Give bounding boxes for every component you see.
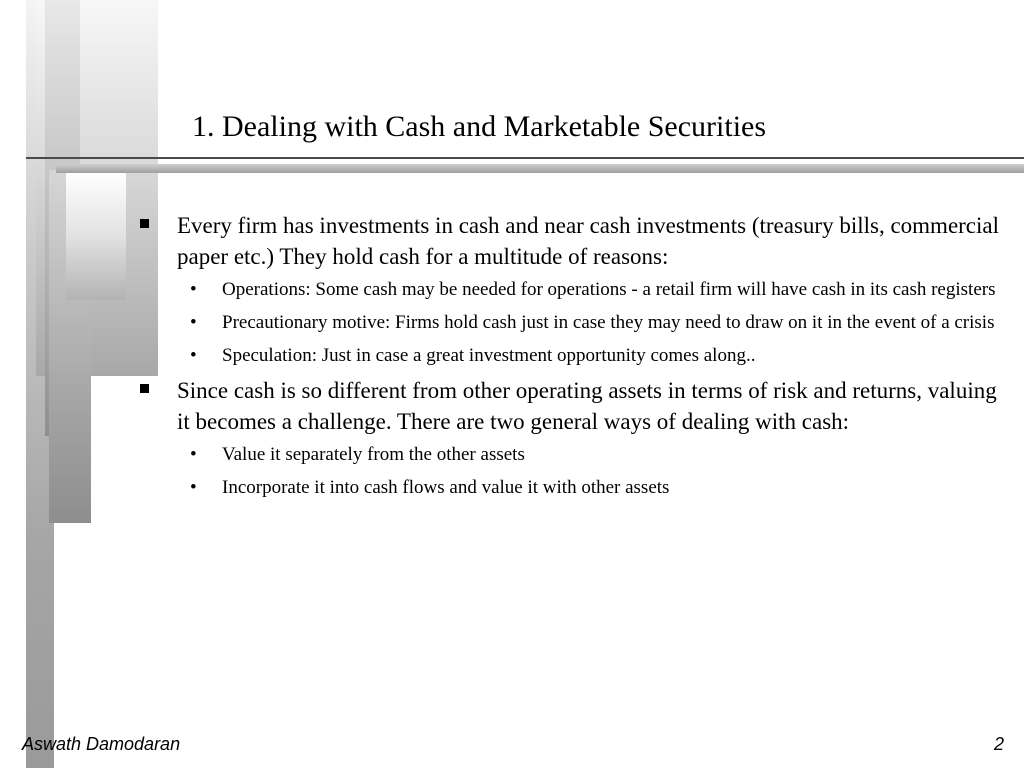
decorative-column xyxy=(66,172,126,300)
sub-bullet-text: Operations: Some cash may be needed for operations - a retail firm will have cash in its cash registers xyxy=(222,279,996,300)
sub-bullet-item xyxy=(140,309,1000,336)
sub-bullet-item xyxy=(140,474,1000,501)
slide-content xyxy=(140,210,1000,507)
dot-bullet-icon: • xyxy=(190,444,197,465)
sub-bullet-item xyxy=(140,276,1000,303)
bullet-item xyxy=(140,375,1000,437)
sub-bullet-text: Speculation: Just in case a great investment opportunity comes along.. xyxy=(222,345,756,366)
sub-bullet-text: Precautionary motive: Firms hold cash just in case they may need to draw on it in the event of a crisis xyxy=(222,312,995,333)
bullet-text: Every firm has investments in cash and near cash investments (treasury bills, commercial paper etc.) They hold cash for a multitude of reasons: xyxy=(177,213,1000,269)
sub-bullet-item xyxy=(140,342,1000,369)
title-bar xyxy=(56,164,1024,173)
square-bullet-icon xyxy=(140,219,149,228)
title-underline xyxy=(26,157,1024,159)
dot-bullet-icon: • xyxy=(190,312,197,333)
footer-author: Aswath Damodaran xyxy=(22,734,181,754)
page-number: 2 xyxy=(993,734,1004,754)
slide-title: 1. Dealing with Cash and Marketable Securities xyxy=(192,110,767,143)
dot-bullet-icon: • xyxy=(190,477,197,498)
sub-bullet-text: Incorporate it into cash flows and value it with other assets xyxy=(222,477,670,498)
sub-bullet-text: Value it separately from the other assets xyxy=(222,444,525,465)
dot-bullet-icon: • xyxy=(190,345,197,366)
sub-bullet-item xyxy=(140,441,1000,468)
square-bullet-icon xyxy=(140,384,149,393)
bullet-item xyxy=(140,210,1000,272)
dot-bullet-icon: • xyxy=(190,279,197,300)
bullet-text: Since cash is so different from other operating assets in terms of risk and returns, valuing it becomes a challenge. There are two general ways of dealing with cash: xyxy=(177,378,997,434)
